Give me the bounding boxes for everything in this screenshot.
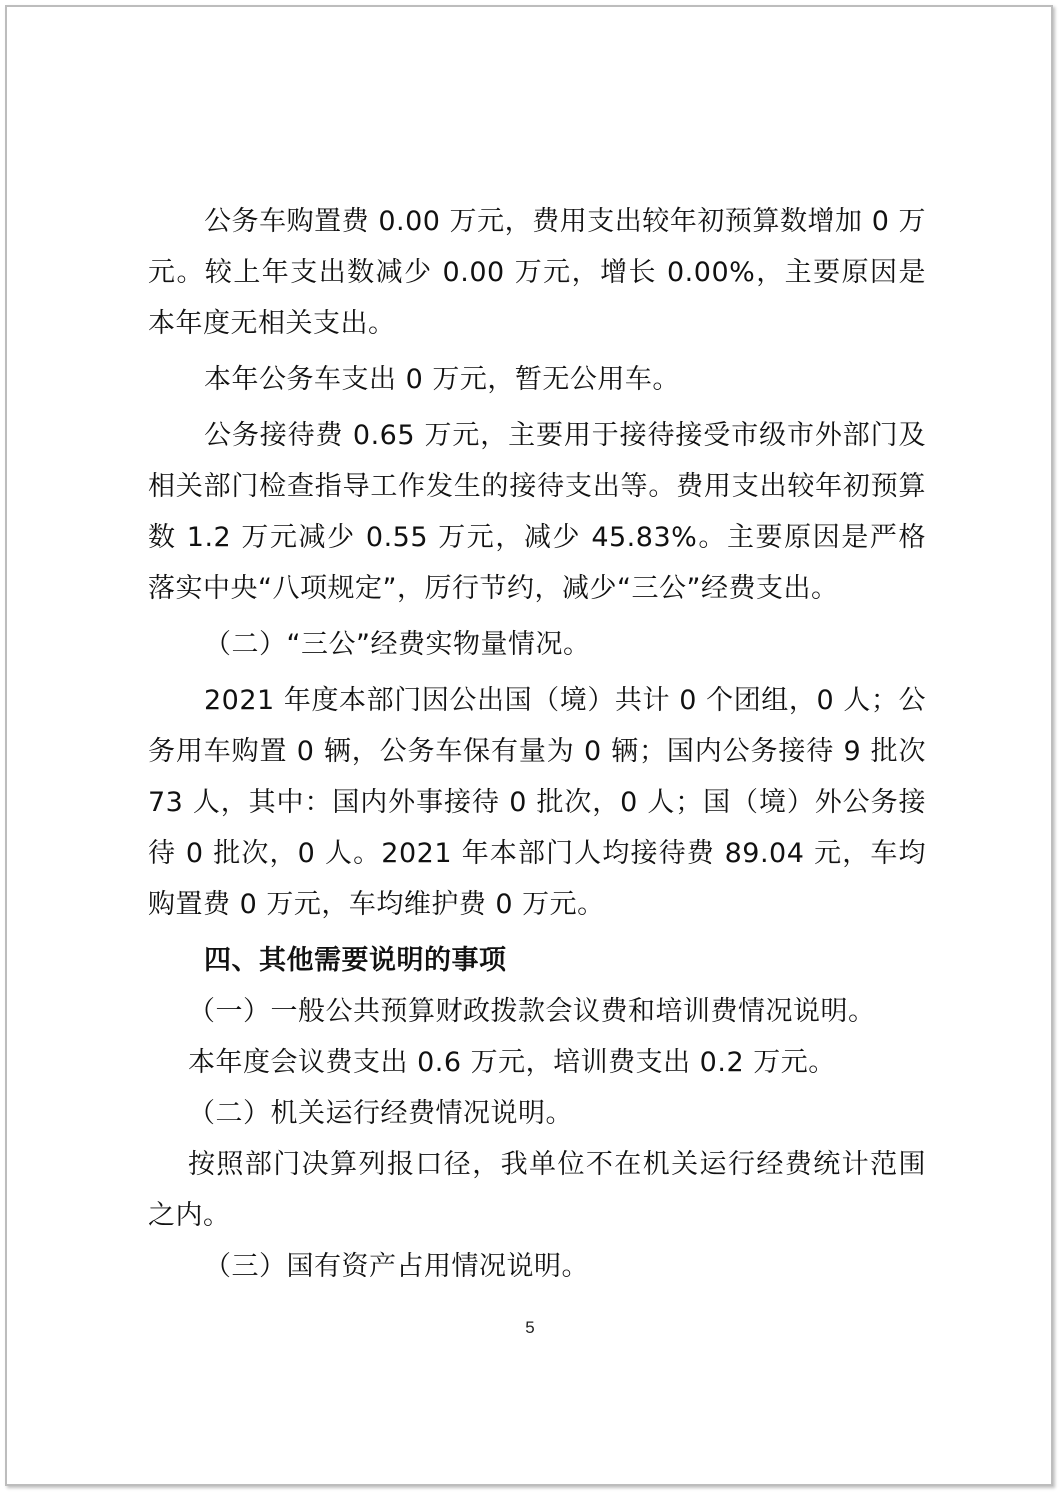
paragraph-vehicle-purchase: 公务车购置费 0.00 万元，费用支出较年初预算数增加 0 万元。较上年支出数减少 0.00 万元，增长 0.00%，主要原因是本年度无相关支出。 — [148, 206, 926, 339]
subheading-state-assets: （三）国有资产占用情况说明。 — [204, 1251, 589, 1282]
section-heading-other-matters: 四、其他需要说明的事项 — [204, 945, 507, 976]
subheading-operating-expense: （二）机关运行经费情况说明。 — [188, 1098, 573, 1129]
paragraph-meeting-training: 本年度会议费支出 0.6 万元，培训费支出 0.2 万元。 — [188, 1047, 836, 1078]
paragraph-operating-expense: 按照部门决算列报口径，我单位不在机关运行经费统计范围之内。 — [148, 1149, 926, 1231]
paragraph-physical-quantity: 2021 年度本部门因公出国（境）共计 0 个团组，0 人；公务用车购置 0 辆，公务车保有量为 0 辆；国内公务接待 9 批次 73 人，其中：国内外事接待 0 批次，0 人；国（境）外公务接待 0 批次，0 人。2021 年本部门人均接待费 89.04 元，车均购置费 0 万元，车均维护费 0 万元。 — [148, 685, 926, 920]
subheading-meeting-training: （一）一般公共预算财政拨款会议费和培训费情况说明。 — [188, 996, 876, 1027]
subheading-physical-quantity: （二）“三公”经费实物量情况。 — [204, 629, 591, 660]
paragraph-vehicle-expense: 本年公务车支出 0 万元，暂无公用车。 — [204, 364, 680, 395]
paragraph-reception-fee: 公务接待费 0.65 万元，主要用于接待接受市级市外部门及相关部门检查指导工作发生的接待支出等。费用支出较年初预算数 1.2 万元减少 0.55 万元，减少 45.83%。主要原因是严格落实中央“八项规定”，厉行节约，减少“三公”经费支出。 — [148, 420, 926, 604]
page-number: 5 — [525, 1318, 535, 1337]
page-content — [148, 196, 926, 1292]
